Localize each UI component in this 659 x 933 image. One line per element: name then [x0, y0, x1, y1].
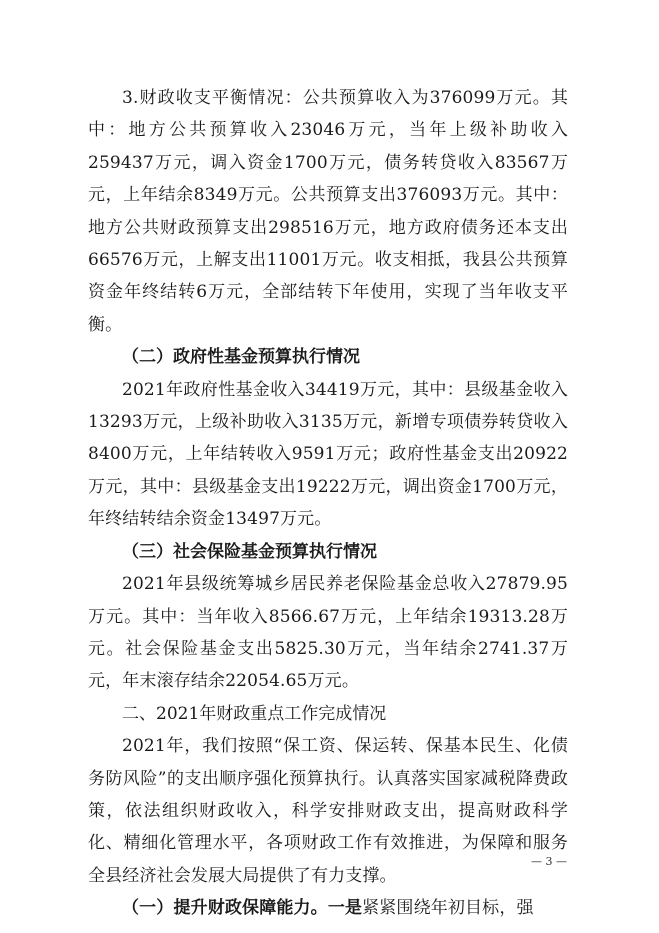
paragraph-government-fund: 2021年政府性基金收入34419万元，其中：县级基金收入13293万元，上级补助收入3135万元，新增专项债券转贷收入8400万元，上年结转收入9591万元；政府性基金支出20922万元，其中：县级基金支出19222万元，调出资金1700万元，年终结转结余资金13497万元。: [88, 379, 568, 530]
heading-social-insurance: （三）社会保险基金预算执行情况: [122, 541, 377, 562]
paragraph-fiscal-capacity: [88, 892, 568, 924]
paragraph-key-work: 2021年，我们按照“保工资、保运转、保基本民生、化债务防风险”的支出顺序强化预算执行。认真落实国家减税降费政策，依法组织财政收入，科学安排财政支出，提高财政科学化、精细化管理水平，各项财政工作有效推进，为保障和服务全县经济社会发展大局提供了有力支撑。: [88, 736, 568, 886]
paragraph-fiscal-balance: 3.财政收支平衡情况：公共预算收入为376099万元。其中：地方公共预算收入23046万元，当年上级补助收入259437万元，调入资金1700万元，债务转贷收入83567万元，上年结余8349万元。公共预算支出376093万元。其中：地方公共财政预算支出298516万元，地方政府债务还本支出66576万元，上解支出11001万元。收支相抵，我县公共预算资金年终结转6万元，全部结转下年使用，实现了当年收支平衡。: [88, 88, 568, 335]
document-body: [88, 82, 568, 925]
paragraph-social-insurance: 2021年县级统筹城乡居民养老保险基金总收入27879.95万元。其中：当年收入8566.67万元，上年结余19313.28万元。社会保险基金支出5825.30万元，当年结余2741.37万元，年末滚存结余22054.65万元。: [88, 574, 568, 692]
first-point-label: 一是: [327, 898, 363, 919]
first-point-text: 紧紧围绕年初目标，强: [362, 898, 534, 919]
heading-government-fund: （二）政府性基金预算执行情况: [122, 347, 360, 368]
heading-key-work: 二、2021年财政重点工作完成情况: [122, 703, 387, 724]
subheading-fiscal-capacity: （一）提升财政保障能力。: [122, 898, 328, 919]
page-number: — 3 —: [531, 855, 567, 868]
